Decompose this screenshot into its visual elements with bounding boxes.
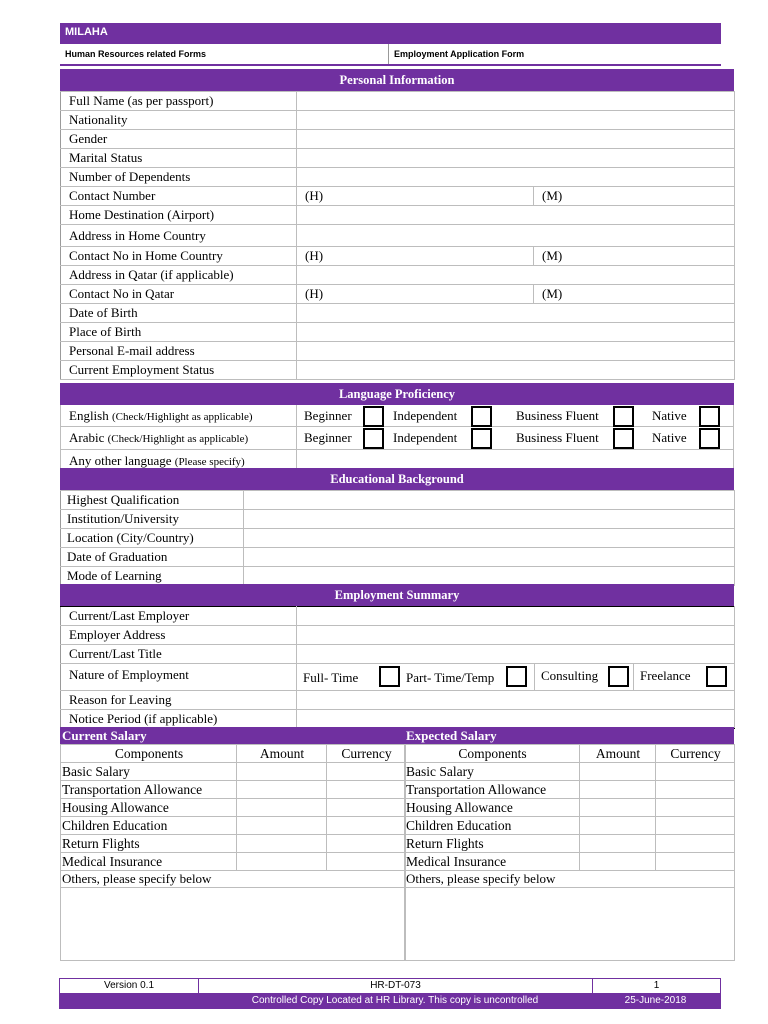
- component-housing: Housing Allowance: [405, 799, 580, 817]
- table-row: [61, 266, 735, 285]
- english-business-checkbox[interactable]: [613, 406, 634, 427]
- currency-cell[interactable]: [327, 835, 406, 853]
- label-contact-home-country: Contact No in Home Country: [61, 247, 297, 266]
- label-institution: Institution/University: [61, 510, 244, 529]
- expected-salary-table: [404, 744, 735, 961]
- highest-qualification-field[interactable]: [244, 491, 735, 510]
- table-row: [61, 206, 735, 225]
- table-row: [61, 607, 735, 626]
- component-medical-insurance: Medical Insurance: [405, 853, 580, 871]
- table-row: [61, 799, 406, 817]
- label-marital-status: Marital Status: [61, 149, 297, 168]
- nature-of-employment-options: [297, 664, 735, 691]
- other-language-label: Any other language (Please specify): [69, 453, 245, 468]
- employer-address-field[interactable]: [297, 626, 735, 645]
- employment-summary-header: Employment Summary: [60, 584, 734, 606]
- employment-summary-section: [60, 584, 734, 729]
- currency-cell[interactable]: [327, 799, 406, 817]
- forms-category: Human Resources related Forms: [65, 49, 207, 59]
- table-row: [61, 645, 735, 664]
- arabic-row: [60, 427, 734, 450]
- footer-date: 25-June-2018: [624, 995, 687, 1006]
- label-contact-qatar: Contact No in Qatar: [61, 285, 297, 304]
- col-components: Components: [61, 745, 237, 763]
- table-row: [61, 187, 735, 206]
- expected-salary-header: Expected Salary: [404, 727, 734, 744]
- others-field[interactable]: [405, 888, 735, 961]
- contact-qatar-h-field[interactable]: (H): [297, 285, 534, 304]
- currency-cell[interactable]: [327, 853, 406, 871]
- currency-cell[interactable]: [327, 781, 406, 799]
- table-row: [61, 835, 406, 853]
- english-option-native: Native: [652, 408, 687, 423]
- graduation-date-field[interactable]: [244, 548, 735, 567]
- others-label: Others, please specify below: [405, 871, 735, 888]
- table-row: [405, 781, 735, 799]
- amount-cell[interactable]: [580, 853, 656, 871]
- currency-cell[interactable]: [656, 799, 735, 817]
- label-employment-status: Current Employment Status: [61, 361, 297, 380]
- table-row: [61, 149, 735, 168]
- amount-cell[interactable]: [237, 817, 327, 835]
- english-option-independent: Independent: [393, 408, 458, 423]
- table-row: [61, 92, 735, 111]
- amount-cell[interactable]: [237, 763, 327, 781]
- table-row: [61, 510, 735, 529]
- label-contact-number: Contact Number: [61, 187, 297, 206]
- label-gender: Gender: [61, 130, 297, 149]
- home-destination-field[interactable]: [297, 206, 735, 225]
- footer-doc-code: HR-DT-073: [199, 979, 593, 993]
- header-divider: [388, 44, 389, 64]
- amount-cell[interactable]: [237, 835, 327, 853]
- component-transportation: Transportation Allowance: [61, 781, 237, 799]
- current-title-field[interactable]: [297, 645, 735, 664]
- marital-status-field[interactable]: [297, 149, 735, 168]
- personal-information-table: [60, 91, 735, 380]
- english-beginner-checkbox[interactable]: [363, 406, 384, 427]
- language-proficiency-header: Language Proficiency: [60, 383, 734, 405]
- arabic-option-business: Business Fluent: [516, 430, 599, 445]
- option-freelance: Freelance: [640, 668, 691, 683]
- label-full-name: Full Name (as per passport): [61, 92, 297, 111]
- others-field[interactable]: [61, 888, 406, 961]
- table-row: [61, 285, 735, 304]
- arabic-native-checkbox[interactable]: [699, 428, 720, 449]
- label-date-of-birth: Date of Birth: [61, 304, 297, 323]
- table-row: [61, 225, 735, 247]
- table-row: [61, 130, 735, 149]
- option-part-time: Part- Time/Temp: [406, 670, 495, 685]
- label-graduation-date: Date of Graduation: [61, 548, 244, 567]
- header-subtitle-bar: [60, 44, 721, 66]
- label-nature-of-employment: Nature of Employment: [61, 664, 297, 691]
- component-housing: Housing Allowance: [61, 799, 237, 817]
- gender-field[interactable]: [297, 130, 735, 149]
- table-row: [61, 323, 735, 342]
- educational-background-table: [60, 490, 735, 586]
- other-language-field[interactable]: [297, 450, 733, 470]
- employment-summary-table: [60, 606, 735, 729]
- company-name: MILAHA: [65, 26, 108, 38]
- table-row: [61, 529, 735, 548]
- arabic-business-checkbox[interactable]: [613, 428, 634, 449]
- label-current-title: Current/Last Title: [61, 645, 297, 664]
- table-row: [61, 710, 735, 729]
- col-amount: Amount: [580, 745, 656, 763]
- footer-page-number: 1: [653, 980, 660, 991]
- table-row: [405, 888, 735, 961]
- current-employer-field[interactable]: [297, 607, 735, 626]
- personal-information-header: Personal Information: [60, 69, 734, 91]
- arabic-label: Arabic (Check/Highlight as applicable): [69, 430, 249, 445]
- table-row: [61, 781, 406, 799]
- col-components: Components: [405, 745, 580, 763]
- table-row: [61, 853, 406, 871]
- address-qatar-field[interactable]: [297, 266, 735, 285]
- label-place-of-birth: Place of Birth: [61, 323, 297, 342]
- location-field[interactable]: [244, 529, 735, 548]
- full-name-field[interactable]: [297, 92, 735, 111]
- footer-version: Version 0.1: [60, 979, 199, 993]
- arabic-independent-checkbox[interactable]: [471, 428, 492, 449]
- currency-cell[interactable]: [327, 817, 406, 835]
- english-native-checkbox[interactable]: [699, 406, 720, 427]
- label-home-destination: Home Destination (Airport): [61, 206, 297, 225]
- part-time-checkbox[interactable]: [506, 666, 527, 687]
- institution-field[interactable]: [244, 510, 735, 529]
- table-row: [405, 871, 735, 888]
- table-row: [61, 491, 735, 510]
- label-highest-qualification: Highest Qualification: [61, 491, 244, 510]
- current-salary-table: [60, 744, 406, 961]
- personal-information-section: [60, 69, 734, 380]
- table-row: [61, 361, 735, 380]
- option-full-time: Full- Time: [303, 670, 359, 685]
- table-row: [61, 691, 735, 710]
- contact-home-field[interactable]: (H): [297, 187, 534, 206]
- table-row: [405, 763, 735, 781]
- label-location: Location (City/Country): [61, 529, 244, 548]
- dependents-field[interactable]: [297, 168, 735, 187]
- table-row: [405, 817, 735, 835]
- amount-cell[interactable]: [580, 835, 656, 853]
- amount-cell[interactable]: [237, 853, 327, 871]
- table-row: [61, 111, 735, 130]
- full-time-checkbox[interactable]: [379, 666, 400, 687]
- form-title: Employment Application Form: [394, 49, 525, 59]
- table-row: [61, 763, 406, 781]
- table-row: [61, 247, 735, 266]
- col-currency: Currency: [327, 745, 406, 763]
- amount-cell[interactable]: [580, 763, 656, 781]
- reason-for-leaving-field[interactable]: [297, 691, 735, 710]
- arabic-option-independent: Independent: [393, 430, 458, 445]
- option-consulting: Consulting: [541, 668, 599, 683]
- english-option-beginner: Beginner: [304, 408, 352, 423]
- component-basic-salary: Basic Salary: [61, 763, 237, 781]
- arabic-beginner-checkbox[interactable]: [363, 428, 384, 449]
- component-return-flights: Return Flights: [61, 835, 237, 853]
- footer-info-row: [59, 978, 721, 994]
- english-independent-checkbox[interactable]: [471, 406, 492, 427]
- label-notice-period: Notice Period (if applicable): [61, 710, 297, 729]
- page-footer: [59, 978, 721, 1009]
- currency-cell[interactable]: [656, 817, 735, 835]
- address-home-field[interactable]: [297, 225, 735, 247]
- employment-status-field[interactable]: [297, 361, 735, 380]
- place-of-birth-field[interactable]: [297, 323, 735, 342]
- footer-copy-row: [59, 994, 721, 1009]
- nationality-field[interactable]: [297, 111, 735, 130]
- table-row: [405, 835, 735, 853]
- consulting-checkbox[interactable]: [608, 666, 629, 687]
- amount-cell[interactable]: [580, 781, 656, 799]
- col-currency: Currency: [656, 745, 735, 763]
- label-employer-address: Employer Address: [61, 626, 297, 645]
- amount-cell[interactable]: [580, 799, 656, 817]
- current-salary-header: Current Salary: [60, 727, 404, 744]
- table-row: [61, 871, 406, 888]
- component-basic-salary: Basic Salary: [405, 763, 580, 781]
- component-transportation: Transportation Allowance: [405, 781, 580, 799]
- col-amount: Amount: [237, 745, 327, 763]
- component-children-education: Children Education: [61, 817, 237, 835]
- table-row: [61, 626, 735, 645]
- currency-cell[interactable]: [656, 853, 735, 871]
- header-company-bar: [60, 23, 721, 44]
- contact-home-country-h-field[interactable]: (H): [297, 247, 534, 266]
- label-dependents: Number of Dependents: [61, 168, 297, 187]
- educational-background-header: Educational Background: [60, 468, 734, 490]
- table-row: [61, 304, 735, 323]
- amount-cell[interactable]: [237, 799, 327, 817]
- arabic-option-beginner: Beginner: [304, 430, 352, 445]
- table-row: [61, 664, 735, 691]
- label-nationality: Nationality: [61, 111, 297, 130]
- label-email: Personal E-mail address: [61, 342, 297, 361]
- label-reason-for-leaving: Reason for Leaving: [61, 691, 297, 710]
- freelance-checkbox[interactable]: [706, 666, 727, 687]
- table-row: [61, 548, 735, 567]
- label-mode-of-learning: Mode of Learning: [61, 567, 244, 586]
- contact-home-country-m-field[interactable]: (M): [534, 247, 735, 266]
- educational-background-section: [60, 468, 734, 586]
- table-row: [61, 168, 735, 187]
- label-current-employer: Current/Last Employer: [61, 607, 297, 626]
- label-address-qatar: Address in Qatar (if applicable): [61, 266, 297, 285]
- others-label: Others, please specify below: [61, 871, 406, 888]
- contact-qatar-m-field[interactable]: (M): [534, 285, 735, 304]
- table-row: [405, 745, 735, 763]
- english-row: [60, 405, 734, 427]
- contact-mobile-field[interactable]: (M): [534, 187, 735, 206]
- currency-cell[interactable]: [327, 763, 406, 781]
- label-address-home: Address in Home Country: [61, 225, 297, 247]
- component-medical-insurance: Medical Insurance: [61, 853, 237, 871]
- footer-copy-note: Controlled Copy Located at HR Library. This copy is uncontrolled: [251, 995, 539, 1006]
- email-field[interactable]: [297, 342, 735, 361]
- currency-cell[interactable]: [656, 763, 735, 781]
- table-row: [61, 817, 406, 835]
- mode-of-learning-field[interactable]: [244, 567, 735, 586]
- table-row: [405, 799, 735, 817]
- table-row: [61, 745, 406, 763]
- arabic-option-native: Native: [652, 430, 687, 445]
- table-row: [61, 567, 735, 586]
- currency-cell[interactable]: [656, 781, 735, 799]
- table-row: [405, 853, 735, 871]
- component-children-education: Children Education: [405, 817, 580, 835]
- currency-cell[interactable]: [656, 835, 735, 853]
- language-proficiency-section: [60, 383, 734, 471]
- english-label: English (Check/Highlight as applicable): [69, 408, 253, 423]
- table-row: [61, 342, 735, 361]
- notice-period-field[interactable]: [297, 710, 735, 729]
- english-option-business: Business Fluent: [516, 408, 599, 423]
- amount-cell[interactable]: [237, 781, 327, 799]
- amount-cell[interactable]: [580, 817, 656, 835]
- table-row: [61, 888, 406, 961]
- date-of-birth-field[interactable]: [297, 304, 735, 323]
- component-return-flights: Return Flights: [405, 835, 580, 853]
